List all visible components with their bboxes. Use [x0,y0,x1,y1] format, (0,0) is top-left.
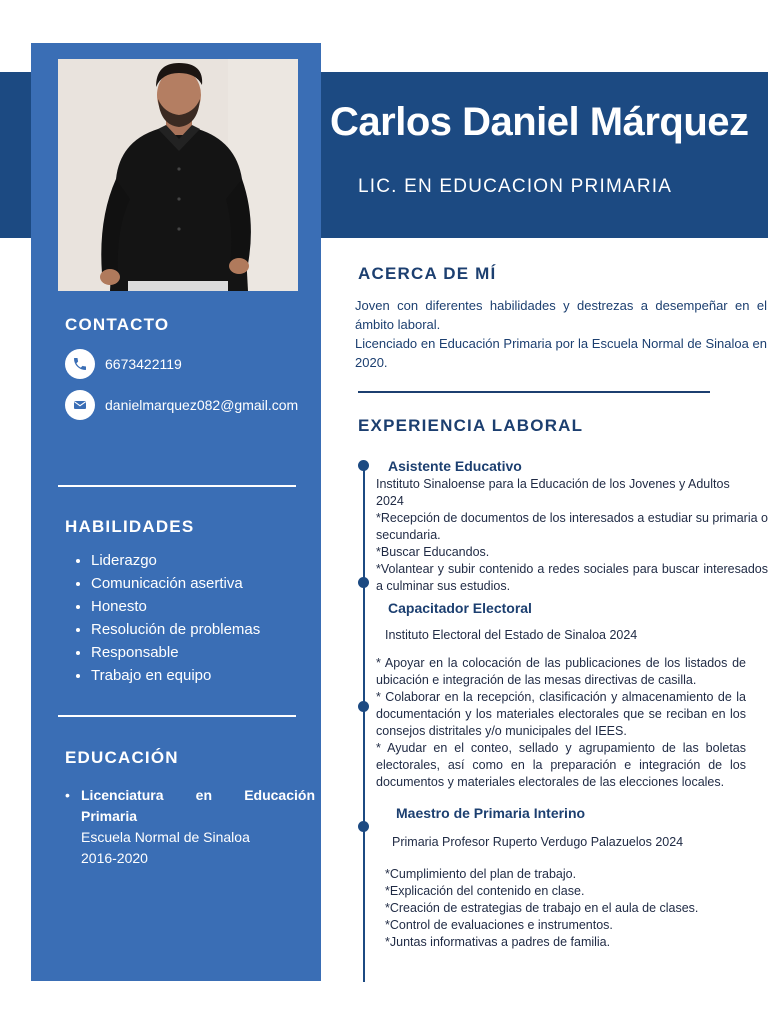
about-paragraph: Joven con diferentes habilidades y destrezas a desempeñar en el ámbito laboral. [355,298,767,332]
skill-item: • Trabajo en equipo [91,664,260,687]
phone-number[interactable]: 6673422119 [105,356,182,372]
skill-item: • Resolución de problemas [91,618,260,641]
sidebar-divider [58,715,296,717]
email-address[interactable]: danielmarquez082@gmail.com [105,397,299,413]
job-duty: *Buscar Educandos. [376,545,490,559]
degree-name: Licenciatura en Educación [81,787,315,803]
education-heading: EDUCACIÓN [65,748,179,767]
timeline-dot [358,577,369,588]
contact-heading: CONTACTO [65,315,170,334]
mail-icon [65,390,95,420]
profile-photo [58,59,298,291]
job-details [376,476,768,595]
job-duty: *Recepción de documentos de los interesados a estudiar su primaria o secundaria. [376,511,768,542]
job-details [376,655,746,791]
job-duty: *Cumplimiento del plan de trabajo. [385,867,577,881]
about-paragraph: Licenciado en Educación Primaria por la Escuela Normal de Sinaloa en 2020. [355,336,767,370]
degree-name-cont: Primaria [81,808,138,824]
job-duty: * Apoyar en la colocación de las publicaciones de los listados de ubicación e integración de las mesas directivas de casilla. [376,656,746,687]
phone-icon [65,349,95,379]
person-photo-icon [58,59,298,291]
skills-heading: HABILIDADES [65,517,195,536]
job-duty: * Colaborar en la recepción, clasificación y almacenamiento de la documentación y los materiales electorales que se reciban en los consejos distritales y/o municipales del IEES. [376,690,746,738]
job-duty: *Juntas informativas a padres de familia. [385,935,611,949]
job-title: Asistente Educativo [388,458,522,474]
section-divider [358,391,710,393]
full-name: Carlos Daniel Márquez [330,100,749,144]
school-name: Escuela Normal de Sinaloa [81,829,250,845]
job-org: Primaria Profesor Ruperto Verdugo Palazuelos 2024 [392,835,684,849]
skill-item: • Responsable [91,641,260,664]
job-duty: * Ayudar en el conteo, sellado y agrupamiento de las boletas electorales, así como en la preparación e integración de los documentos y materiales electorales de las elecciones locales. [376,741,746,789]
job-details [385,866,737,951]
skill-item: • Liderazgo [91,549,260,572]
skill-item: • Comunicación asertiva [91,572,260,595]
contact-email-row [65,390,298,420]
skills-list [73,549,260,687]
timeline-line [363,462,365,982]
job-title: Maestro de Primaria Interino [396,805,586,821]
job-duty: *Control de evaluaciones e instrumentos. [385,918,613,932]
timeline-dot [358,821,369,832]
job-duty: *Explicación del contenido en clase. [385,884,585,898]
timeline-dot [358,701,369,712]
about-heading: ACERCA DE MÍ [358,264,497,283]
job-org: Instituto Electoral del Estado de Sinaloa 2024 [385,628,638,642]
about-text [355,296,767,372]
job-duty: *Volantear y subir contenido a redes sociales para buscar interesados a culminar sus estudios. [376,562,768,593]
skill-item: • Honesto [91,595,260,618]
experience-heading: EXPERIENCIA LABORAL [358,416,584,435]
timeline-dot [358,460,369,471]
professional-title: LIC. EN EDUCACION PRIMARIA [358,176,673,197]
job-org: Instituto Sinaloense para la Educación de los Jovenes y Adultos [376,477,730,491]
education-entry: • Licenciatura en Educación Primaria Escuela Normal de Sinaloa 2016-2020 [65,785,315,869]
job-title: Capacitador Electoral [388,600,532,616]
sidebar-divider [58,485,296,487]
education-years: 2016-2020 [81,850,148,866]
sidebar [31,43,321,981]
job-duty: *Creación de estrategias de trabajo en el aula de clases. [385,901,699,915]
contact-phone-row [65,349,182,379]
job-year: 2024 [376,494,404,508]
